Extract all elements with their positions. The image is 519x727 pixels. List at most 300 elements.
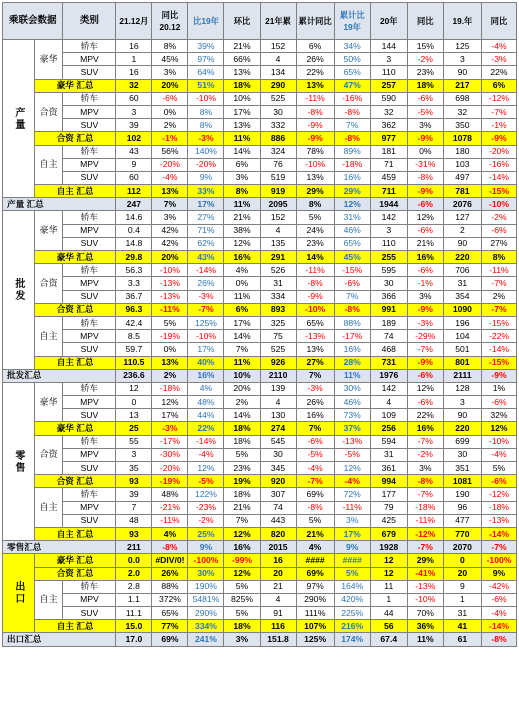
value-cell: 50% [334, 53, 370, 66]
value-cell: 11% [224, 356, 260, 369]
value-cell: -100% [188, 554, 224, 567]
item-label: 轿车 [63, 316, 116, 329]
value-cell: 55 [116, 435, 152, 448]
value-cell: 5481% [188, 593, 224, 606]
value-cell: -8% [481, 633, 516, 646]
value-cell: 30% [334, 382, 370, 395]
header-col: 环比 [224, 3, 260, 40]
value-cell: -8% [296, 501, 334, 514]
value-cell: 351 [443, 462, 481, 475]
header-col: 21年累 [260, 3, 296, 40]
value-cell: 781 [443, 185, 481, 198]
value-cell: -15% [334, 264, 370, 277]
group-label: 合资 [34, 435, 63, 475]
value-cell: -13% [152, 290, 188, 303]
value-cell: 25% [188, 527, 224, 540]
header-row [3, 3, 517, 40]
value-cell: 11% [224, 290, 260, 303]
table-row [3, 343, 517, 356]
value-cell: 8% [296, 198, 334, 211]
value-cell: 128 [443, 382, 481, 395]
value-cell: 9 [116, 158, 152, 171]
value-cell: 42% [152, 237, 188, 250]
value-cell: 497 [443, 171, 481, 184]
value-cell: 21% [224, 211, 260, 224]
value-cell: 62% [188, 237, 224, 250]
value-cell: 324 [260, 145, 296, 158]
subtotal-label: 豪华 汇总 [34, 422, 116, 435]
value-cell: 112 [116, 185, 152, 198]
value-cell: 0 [443, 554, 481, 567]
value-cell: -2% [407, 448, 443, 461]
value-cell: 2% [152, 119, 188, 132]
header-corner: 乘联会数据 [3, 3, 63, 40]
item-label: 轿车 [63, 435, 116, 448]
value-cell: -20% [152, 462, 188, 475]
value-cell: 6% [224, 303, 260, 316]
value-cell: -3% [407, 316, 443, 329]
value-cell: -3% [188, 132, 224, 145]
value-cell: 9% [481, 567, 516, 580]
header-col: 累计比19年 [334, 3, 370, 40]
value-cell: 73% [334, 409, 370, 422]
value-cell: 1081 [443, 475, 481, 488]
value-cell: 27% [481, 237, 516, 250]
value-cell: -2% [407, 53, 443, 66]
value-cell: 180 [443, 145, 481, 158]
value-cell: 20 [260, 567, 296, 580]
value-cell: 3 [443, 396, 481, 409]
value-cell: 21% [224, 501, 260, 514]
value-cell: 3 [116, 448, 152, 461]
value-cell: 3% [407, 462, 443, 475]
value-cell: 595 [370, 264, 407, 277]
value-cell: 43 [116, 145, 152, 158]
value-cell: 2095 [260, 198, 296, 211]
value-cell: 5% [334, 567, 370, 580]
value-cell: -6% [407, 224, 443, 237]
value-cell: -99% [224, 554, 260, 567]
value-cell: 71% [188, 224, 224, 237]
value-cell: 29% [334, 185, 370, 198]
value-cell: -1% [407, 277, 443, 290]
section-label: 批发 [3, 211, 35, 369]
header-col: 同比 [407, 3, 443, 40]
subtotal-label: 合资 汇总 [34, 303, 116, 316]
value-cell: -9% [481, 369, 516, 382]
value-cell: 56 [370, 620, 407, 633]
subtotal-row [3, 567, 517, 580]
value-cell: 17.0 [116, 633, 152, 646]
value-cell: 21% [407, 237, 443, 250]
total-row [3, 541, 517, 554]
value-cell: 459 [370, 171, 407, 184]
value-cell: 26% [152, 567, 188, 580]
value-cell: -15% [481, 356, 516, 369]
table-row [3, 448, 517, 461]
value-cell: -9% [407, 303, 443, 316]
value-cell: 1090 [443, 303, 481, 316]
value-cell: -18% [152, 382, 188, 395]
value-cell: 59.7 [116, 343, 152, 356]
value-cell: 69% [296, 488, 334, 501]
value-cell: -9% [296, 290, 334, 303]
value-cell: 22% [407, 409, 443, 422]
item-label: SUV [63, 66, 116, 79]
value-cell: 477 [443, 514, 481, 527]
table-row [3, 488, 517, 501]
value-cell: -20% [152, 158, 188, 171]
value-cell: 14.6 [116, 211, 152, 224]
table-row [3, 462, 517, 475]
value-cell: 36% [407, 620, 443, 633]
value-cell: 7% [334, 290, 370, 303]
value-cell: 3% [224, 633, 260, 646]
value-cell: 9% [334, 541, 370, 554]
value-cell: -10% [188, 330, 224, 343]
value-cell: 236.6 [116, 369, 152, 382]
value-cell: 30 [260, 448, 296, 461]
value-cell: 29% [296, 185, 334, 198]
item-label: 轿车 [63, 145, 116, 158]
subtotal-row [3, 422, 517, 435]
total-label: 批发汇总 [3, 369, 116, 382]
value-cell: 177 [370, 488, 407, 501]
value-cell: -19% [152, 475, 188, 488]
value-cell: -14% [481, 620, 516, 633]
group-label: 合资 [34, 92, 63, 132]
header-col: 21.12月 [116, 3, 152, 40]
value-cell: 69% [152, 633, 188, 646]
value-cell: 12% [152, 396, 188, 409]
subtotal-row [3, 527, 517, 540]
value-cell: 125 [443, 40, 481, 53]
value-cell: 711 [370, 185, 407, 198]
value-cell: -9% [296, 119, 334, 132]
value-cell: 11% [224, 198, 260, 211]
subtotal-label: 豪华 汇总 [34, 79, 116, 92]
value-cell: 13% [224, 66, 260, 79]
value-cell: 29.8 [116, 251, 152, 264]
value-cell: -15% [481, 316, 516, 329]
value-cell: -11% [152, 514, 188, 527]
value-cell: 2% [152, 369, 188, 382]
value-cell: 525 [260, 343, 296, 356]
value-cell: 6% [224, 158, 260, 171]
value-cell: 217 [443, 79, 481, 92]
value-cell: -21% [152, 501, 188, 514]
value-cell: 3% [152, 211, 188, 224]
table-row [3, 396, 517, 409]
item-label: SUV [63, 343, 116, 356]
value-cell: 32% [481, 409, 516, 422]
value-cell: 3 [443, 53, 481, 66]
value-cell: -4% [188, 448, 224, 461]
value-cell: -6% [481, 593, 516, 606]
value-cell: 17% [188, 198, 224, 211]
value-cell: 196 [443, 316, 481, 329]
value-cell: 96.3 [116, 303, 152, 316]
value-cell: 30 [260, 105, 296, 118]
value-cell: 96 [443, 501, 481, 514]
value-cell: 468 [370, 343, 407, 356]
value-cell: 76 [260, 158, 296, 171]
value-cell: 216% [334, 620, 370, 633]
value-cell: -4% [296, 462, 334, 475]
value-cell: 110 [370, 66, 407, 79]
value-cell: 0% [224, 277, 260, 290]
value-cell: 17% [188, 343, 224, 356]
value-cell: 20% [152, 79, 188, 92]
value-cell: -6% [296, 435, 334, 448]
value-cell: -11% [296, 92, 334, 105]
value-cell: 770 [443, 527, 481, 540]
table-row [3, 211, 517, 224]
value-cell: -23% [188, 501, 224, 514]
value-cell: 679 [370, 527, 407, 540]
value-cell: 190% [188, 580, 224, 593]
value-cell: 65% [334, 66, 370, 79]
value-cell: 32 [370, 105, 407, 118]
value-cell: -11% [481, 264, 516, 277]
value-cell: 65% [152, 607, 188, 620]
value-cell: -8% [152, 541, 188, 554]
item-label: MPV [63, 105, 116, 118]
value-cell: 7% [152, 198, 188, 211]
value-cell: 122% [188, 488, 224, 501]
value-cell: 12% [334, 462, 370, 475]
value-cell: 41 [443, 620, 481, 633]
value-cell: 22% [188, 422, 224, 435]
value-cell: 26% [188, 277, 224, 290]
section-label: 出口 [3, 554, 35, 633]
item-label: 轿车 [63, 382, 116, 395]
value-cell: 45% [152, 53, 188, 66]
section-label: 产量 [3, 40, 35, 198]
table-row [3, 224, 517, 237]
value-cell: -6% [481, 224, 516, 237]
value-cell: -13% [334, 435, 370, 448]
value-cell: -9% [407, 132, 443, 145]
table-row [3, 237, 517, 250]
value-cell: -3% [296, 382, 334, 395]
table-row [3, 593, 517, 606]
value-cell: 16 [116, 40, 152, 53]
value-cell: -16% [481, 158, 516, 171]
value-cell: 12 [370, 554, 407, 567]
value-cell: 7% [334, 119, 370, 132]
value-cell: 354 [443, 290, 481, 303]
value-cell: 15% [407, 40, 443, 53]
group-label: 豪华 [34, 382, 63, 422]
value-cell: -11% [296, 264, 334, 277]
value-cell: 74 [260, 501, 296, 514]
value-cell: 4 [260, 593, 296, 606]
value-cell: 190 [443, 488, 481, 501]
subtotal-label: 豪华 汇总 [34, 554, 116, 567]
value-cell: 31 [443, 607, 481, 620]
value-cell: 9 [443, 580, 481, 593]
value-cell: 9% [188, 171, 224, 184]
value-cell: 45% [334, 251, 370, 264]
value-cell: -2% [481, 211, 516, 224]
value-cell: 366 [370, 290, 407, 303]
value-cell: -8% [296, 105, 334, 118]
value-cell: 12% [224, 567, 260, 580]
value-cell: 3 [370, 53, 407, 66]
table-row [3, 382, 517, 395]
value-cell: 13% [296, 79, 334, 92]
value-cell: 893 [260, 303, 296, 316]
value-cell: -22% [481, 330, 516, 343]
value-cell: -4% [481, 40, 516, 53]
value-cell: 920 [260, 475, 296, 488]
value-cell: 2110 [260, 369, 296, 382]
value-cell: 17% [334, 527, 370, 540]
value-cell: 111% [296, 607, 334, 620]
value-cell: 9% [188, 541, 224, 554]
value-cell: 1 [116, 53, 152, 66]
item-label: MPV [63, 396, 116, 409]
value-cell: 142 [370, 382, 407, 395]
value-cell: -11% [152, 303, 188, 316]
group-label: 自主 [34, 316, 63, 356]
value-cell: 110.5 [116, 356, 152, 369]
item-label: MPV [63, 501, 116, 514]
total-label: 零售汇总 [3, 541, 116, 554]
value-cell: 48% [152, 488, 188, 501]
value-cell: -19% [152, 330, 188, 343]
header-col: 20年 [370, 3, 407, 40]
value-cell: -10% [188, 92, 224, 105]
value-cell: -16% [334, 92, 370, 105]
value-cell: 18% [224, 435, 260, 448]
value-cell: 70% [407, 607, 443, 620]
value-cell: 919 [260, 185, 296, 198]
value-cell: -4% [152, 171, 188, 184]
value-cell: 12% [407, 382, 443, 395]
item-label: 轿车 [63, 92, 116, 105]
value-cell: 6% [481, 79, 516, 92]
subtotal-label: 自主 汇总 [34, 620, 116, 633]
subtotal-label: 合资 汇总 [34, 132, 116, 145]
value-cell: 97% [188, 53, 224, 66]
item-label: 轿车 [63, 264, 116, 277]
subtotal-label: 自主 汇总 [34, 356, 116, 369]
value-cell: -7% [407, 488, 443, 501]
value-cell: 77% [152, 620, 188, 633]
value-cell: 4 [260, 224, 296, 237]
value-cell: 7% [296, 369, 334, 382]
value-cell: 13% [296, 171, 334, 184]
value-cell: 16% [334, 171, 370, 184]
value-cell: -20% [188, 158, 224, 171]
value-cell: 332 [260, 119, 296, 132]
value-cell: 125% [188, 316, 224, 329]
value-cell: 0% [152, 105, 188, 118]
subtotal-row [3, 620, 517, 633]
value-cell: -10% [407, 593, 443, 606]
value-cell: 12 [116, 382, 152, 395]
value-cell: 255 [370, 251, 407, 264]
value-cell: -6% [481, 475, 516, 488]
group-label: 合资 [34, 264, 63, 304]
value-cell: 6% [296, 40, 334, 53]
value-cell: 110 [370, 237, 407, 250]
subtotal-row [3, 132, 517, 145]
value-cell: 16% [188, 369, 224, 382]
value-cell: -4% [481, 607, 516, 620]
item-label: SUV [63, 290, 116, 303]
value-cell: 32 [116, 79, 152, 92]
value-cell: -6% [407, 369, 443, 382]
value-cell: 731 [370, 356, 407, 369]
value-cell: 139 [260, 382, 296, 395]
item-label: 轿车 [63, 580, 116, 593]
value-cell: 39 [116, 119, 152, 132]
value-cell: 56.3 [116, 264, 152, 277]
item-label: SUV [63, 171, 116, 184]
header-col: 比19年 [188, 3, 224, 40]
table-row [3, 145, 517, 158]
value-cell: 60 [116, 92, 152, 105]
subtotal-row [3, 251, 517, 264]
value-cell: 1976 [370, 369, 407, 382]
item-label: MPV [63, 448, 116, 461]
table-row [3, 158, 517, 171]
value-cell: 15.0 [116, 620, 152, 633]
value-cell: 5% [296, 211, 334, 224]
value-cell: 5% [296, 514, 334, 527]
value-cell: 2.8 [116, 580, 152, 593]
value-cell: 46% [334, 396, 370, 409]
table-row [3, 316, 517, 329]
value-cell: -6% [407, 264, 443, 277]
value-cell: 17% [224, 105, 260, 118]
value-cell: -7% [407, 541, 443, 554]
value-cell: 1078 [443, 132, 481, 145]
value-cell: -9% [407, 356, 443, 369]
header-col: 类别 [63, 3, 116, 40]
value-cell: -9% [481, 132, 516, 145]
value-cell: -41% [407, 567, 443, 580]
value-cell: -8% [296, 277, 334, 290]
value-cell: -7% [481, 277, 516, 290]
value-cell: 22% [481, 66, 516, 79]
value-cell: 0 [116, 396, 152, 409]
value-cell: -5% [296, 448, 334, 461]
value-cell: 2111 [443, 369, 481, 382]
value-cell: 90 [443, 66, 481, 79]
value-cell: 65% [296, 316, 334, 329]
value-cell: 33% [188, 185, 224, 198]
value-cell: 31 [443, 277, 481, 290]
value-cell: 2076 [443, 198, 481, 211]
value-cell: 144 [370, 40, 407, 53]
subtotal-row [3, 303, 517, 316]
value-cell: 38% [224, 224, 260, 237]
subtotal-label: 自主 汇总 [34, 527, 116, 540]
value-cell: -14% [188, 435, 224, 448]
value-cell: -6% [407, 198, 443, 211]
value-cell: 151.8 [260, 633, 296, 646]
value-cell: -8% [334, 105, 370, 118]
value-cell: 12% [224, 237, 260, 250]
value-cell: 142 [370, 211, 407, 224]
value-cell: -7% [481, 105, 516, 118]
value-cell: 37% [334, 422, 370, 435]
value-cell: -14% [481, 343, 516, 356]
